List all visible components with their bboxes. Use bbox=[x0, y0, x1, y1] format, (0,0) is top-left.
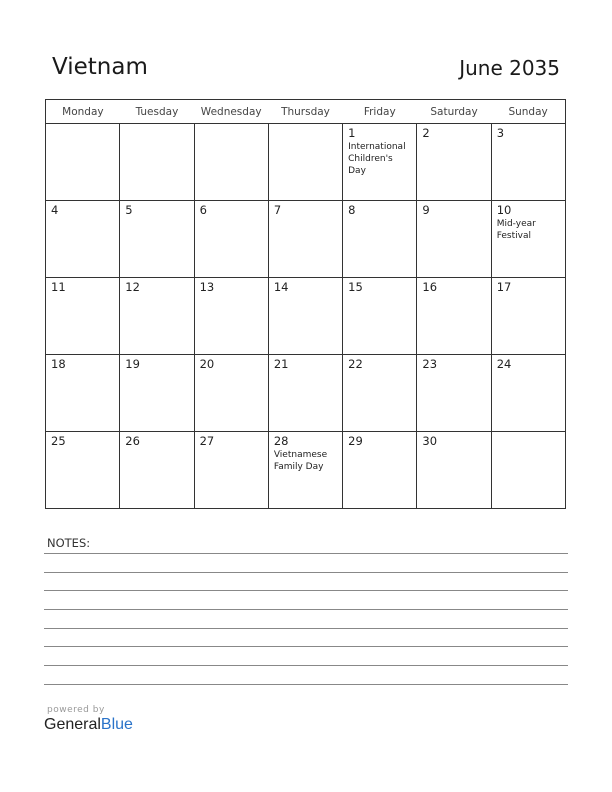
day-number: 6 bbox=[199, 203, 207, 217]
day-number: 30 bbox=[422, 434, 438, 448]
calendar-day-cell bbox=[417, 355, 491, 432]
logo-blue: Blue bbox=[100, 716, 133, 733]
calendar-day-cell bbox=[343, 201, 417, 278]
notes-label: NOTES: bbox=[47, 536, 91, 550]
calendar-day-cell bbox=[268, 278, 342, 355]
note-line bbox=[44, 609, 568, 610]
day-number: 25 bbox=[51, 434, 66, 448]
calendar-week-row bbox=[46, 432, 566, 509]
calendar-day-cell bbox=[194, 124, 268, 201]
day-number: 22 bbox=[348, 357, 363, 371]
calendar-day-cell bbox=[194, 201, 268, 278]
calendar-grid bbox=[45, 99, 566, 509]
holiday-label: International Children's Day bbox=[348, 142, 406, 176]
day-number: 9 bbox=[422, 203, 430, 217]
day-number: 21 bbox=[273, 357, 289, 371]
note-line bbox=[44, 665, 568, 666]
weekday-header: Sunday bbox=[491, 100, 565, 124]
calendar-week-row bbox=[46, 201, 566, 278]
calendar-day-cell bbox=[417, 124, 491, 201]
day-number: 19 bbox=[125, 357, 140, 371]
calendar-day-cell bbox=[46, 355, 120, 432]
day-number: 26 bbox=[125, 434, 140, 448]
holiday-label: Mid-year Festival bbox=[496, 219, 536, 241]
day-number: 14 bbox=[273, 280, 289, 294]
day-number: 8 bbox=[348, 203, 356, 217]
calendar-day-cell bbox=[46, 201, 120, 278]
country-title: Vietnam bbox=[52, 54, 148, 80]
calendar-day-cell bbox=[268, 432, 342, 509]
day-number: 28 bbox=[273, 434, 289, 448]
logo-general: General bbox=[44, 716, 101, 733]
calendar-day-cell bbox=[194, 432, 268, 509]
day-number: 5 bbox=[125, 203, 133, 217]
weekday-header: Tuesday bbox=[120, 100, 194, 124]
calendar-day-cell bbox=[417, 201, 491, 278]
note-line bbox=[44, 684, 568, 685]
day-number: 3 bbox=[496, 126, 505, 140]
calendar-day-cell bbox=[46, 278, 120, 355]
calendar-day-cell bbox=[491, 432, 565, 509]
weekday-header: Friday bbox=[343, 100, 417, 124]
calendar-day-cell bbox=[46, 124, 120, 201]
day-number: 20 bbox=[199, 357, 215, 371]
day-number: 2 bbox=[422, 126, 430, 140]
calendar-day-cell bbox=[268, 355, 342, 432]
day-number: 17 bbox=[496, 280, 512, 294]
weekday-header: Saturday bbox=[417, 100, 491, 124]
day-number: 23 bbox=[422, 357, 438, 371]
calendar-day-cell bbox=[417, 278, 491, 355]
calendar-day-cell bbox=[120, 432, 194, 509]
day-number: 29 bbox=[348, 434, 363, 448]
calendar-day-cell bbox=[491, 355, 565, 432]
calendar-day-cell bbox=[343, 278, 417, 355]
note-line bbox=[44, 590, 568, 591]
weekday-header: Thursday bbox=[268, 100, 342, 124]
day-number: 15 bbox=[348, 280, 363, 294]
day-number: 11 bbox=[51, 280, 66, 294]
holiday-label: Vietnamese Family Day bbox=[273, 450, 328, 472]
day-number: 18 bbox=[51, 357, 66, 371]
note-line bbox=[44, 572, 568, 573]
calendar-day-cell bbox=[120, 355, 194, 432]
day-number: 1 bbox=[348, 126, 356, 140]
day-number: 27 bbox=[199, 434, 215, 448]
calendar-day-cell bbox=[491, 278, 565, 355]
weekday-header-row bbox=[46, 100, 566, 124]
day-number: 24 bbox=[496, 357, 512, 371]
calendar-day-cell bbox=[343, 124, 417, 201]
weekday-header: Wednesday bbox=[194, 100, 268, 124]
calendar-week-row bbox=[46, 355, 566, 432]
month-year-title: June 2035 bbox=[459, 56, 560, 80]
note-line bbox=[44, 646, 568, 647]
calendar-day-cell bbox=[46, 432, 120, 509]
calendar-week-row bbox=[46, 124, 566, 201]
day-number: 7 bbox=[273, 203, 282, 217]
calendar-day-cell bbox=[120, 278, 194, 355]
powered-by-text: powered by bbox=[47, 705, 105, 715]
day-number: 10 bbox=[496, 203, 512, 217]
calendar-day-cell bbox=[268, 124, 342, 201]
calendar-day-cell bbox=[343, 432, 417, 509]
note-line bbox=[44, 553, 568, 554]
calendar-day-cell bbox=[268, 201, 342, 278]
day-number: 16 bbox=[422, 280, 438, 294]
calendar-day-cell bbox=[120, 124, 194, 201]
calendar-week-row bbox=[46, 278, 566, 355]
day-number: 4 bbox=[51, 203, 59, 217]
calendar-day-cell bbox=[491, 124, 565, 201]
day-number: 12 bbox=[125, 280, 140, 294]
calendar-day-cell bbox=[194, 355, 268, 432]
calendar-day-cell bbox=[417, 432, 491, 509]
generalblue-logo[interactable] bbox=[44, 716, 133, 734]
weekday-header: Monday bbox=[46, 100, 120, 124]
day-number: 13 bbox=[199, 280, 215, 294]
calendar-day-cell bbox=[194, 278, 268, 355]
note-line bbox=[44, 628, 568, 629]
calendar-day-cell bbox=[120, 201, 194, 278]
calendar-day-cell bbox=[343, 355, 417, 432]
calendar-day-cell bbox=[491, 201, 565, 278]
